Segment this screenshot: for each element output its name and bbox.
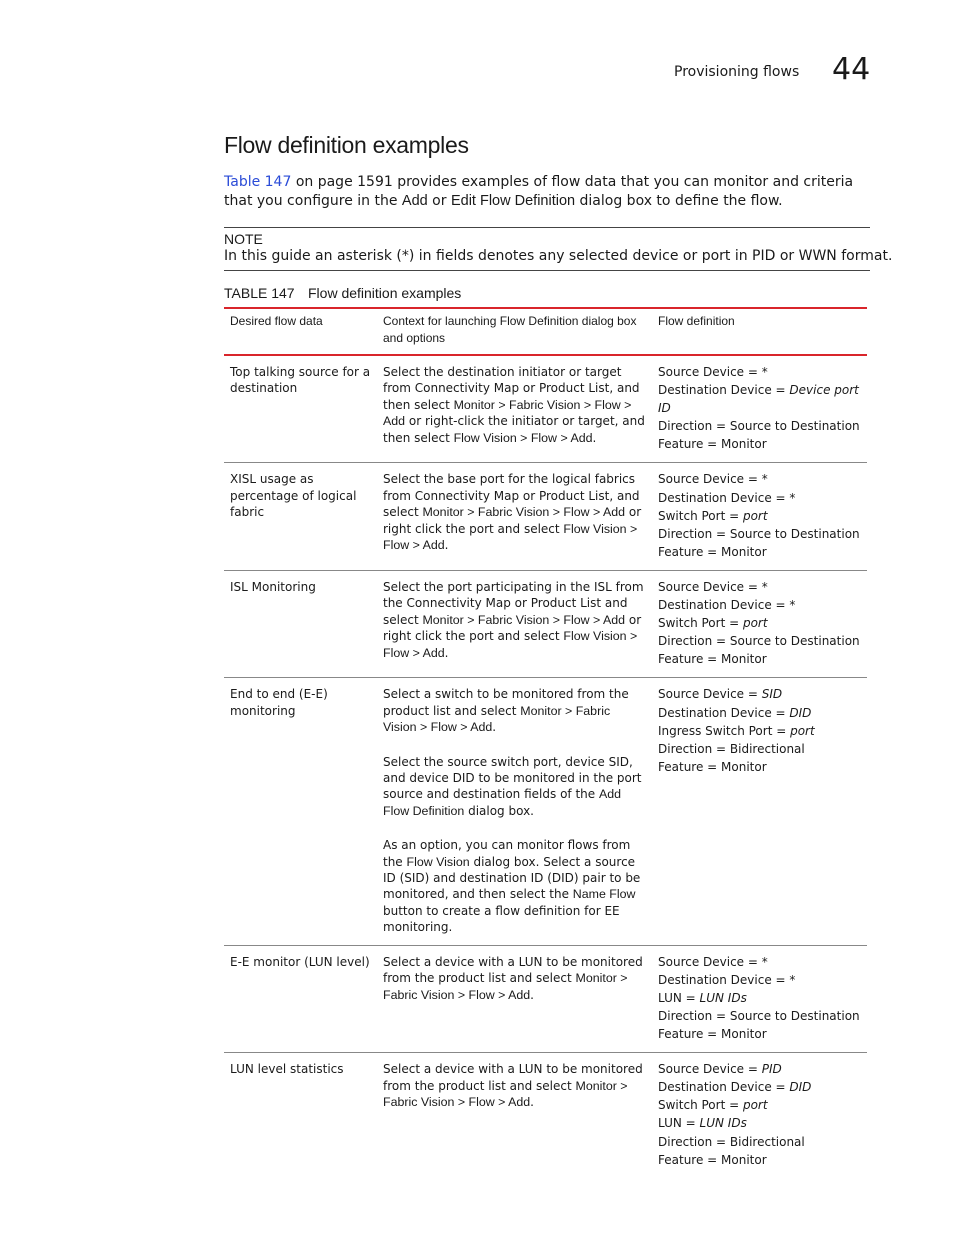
flow-line: Feature = Monitor bbox=[658, 759, 767, 774]
note-label: NOTE bbox=[224, 231, 263, 247]
table-row bbox=[224, 1053, 867, 1178]
context-text: dialog box. bbox=[464, 803, 534, 818]
context-text: Select the base port for the logical fabrics from Connectivity Map or Product List, and select bbox=[383, 472, 640, 520]
context-text: . bbox=[444, 645, 449, 660]
column-header-flow: Flow definition bbox=[652, 308, 867, 355]
flow-line: Direction = Bidirectional bbox=[658, 1134, 805, 1149]
menu-path: Monitor > Fabric Vision > Flow > Add bbox=[383, 1078, 628, 1109]
context-text: or right click the port and select bbox=[383, 505, 642, 536]
intro-text-2: or bbox=[427, 193, 451, 209]
table-row bbox=[224, 678, 867, 945]
flow-line: Feature = Monitor bbox=[658, 1027, 767, 1042]
flow-definition-table bbox=[224, 307, 867, 1178]
flow-line bbox=[658, 704, 861, 722]
flow-key: LUN = bbox=[658, 990, 700, 1005]
intro-text-3: dialog box to define the flow. bbox=[575, 193, 783, 209]
flow-line bbox=[658, 953, 861, 971]
context-text: Select the port participating in the ISL from the Connectivity Map or Product List and select bbox=[383, 579, 644, 627]
page-title: Flow definition examples bbox=[224, 132, 469, 158]
menu-path: Monitor > Fabric Vision > Flow > Add bbox=[383, 971, 628, 1002]
note-text: In this guide an asterisk (*) in fields denotes any selected device or port in PID or WWN format. bbox=[224, 248, 893, 264]
table-row bbox=[224, 570, 867, 677]
chapter-number: 44 bbox=[832, 52, 871, 87]
flow-key: Source Device = bbox=[658, 1062, 762, 1077]
flow-line: Source Device = * bbox=[658, 472, 768, 487]
flow-definition-cell bbox=[652, 945, 867, 1052]
flow-definition-cell bbox=[652, 678, 867, 945]
table-row bbox=[224, 463, 867, 570]
context-cell bbox=[377, 1053, 652, 1178]
flow-line: Direction = Source to Destination bbox=[658, 634, 860, 649]
dialog-name: Flow Vision bbox=[406, 854, 470, 869]
flow-value: DID bbox=[789, 1080, 812, 1095]
table-link[interactable]: Table 147 bbox=[224, 174, 292, 190]
flow-line: Feature = Monitor bbox=[658, 544, 767, 559]
flow-value: LUN IDs bbox=[699, 990, 747, 1005]
context-text: . bbox=[492, 720, 497, 735]
table-number: TABLE 147 bbox=[224, 285, 295, 301]
flow-definition-cell bbox=[652, 570, 867, 677]
flow-definition-cell bbox=[652, 1053, 867, 1178]
intro-text-1: on page 1591 provides examples of flow data that you can monitor and criteria that you configure in the bbox=[224, 174, 854, 209]
flow-value: PID bbox=[761, 1062, 782, 1077]
menu-path: Flow Vision > Flow > Add bbox=[453, 430, 593, 445]
column-header-data: Desired flow data bbox=[224, 308, 377, 355]
dialog-name: Add Flow Definition bbox=[383, 787, 621, 818]
menu-path: Flow Vision > Flow > Add bbox=[383, 521, 638, 553]
desired-flow-data-cell: Top talking source for a destination bbox=[224, 355, 377, 463]
context-text: button to create a flow definition for EE monitoring. bbox=[383, 903, 620, 935]
note-box bbox=[224, 227, 893, 271]
flow-definition-cell bbox=[652, 463, 867, 570]
flow-line bbox=[658, 614, 861, 632]
context-cell bbox=[377, 945, 652, 1052]
table-caption bbox=[224, 285, 461, 301]
flow-key: Switch Port = bbox=[658, 616, 743, 631]
context-paragraph bbox=[383, 837, 646, 935]
flow-line: Direction = Source to Destination bbox=[658, 1008, 860, 1023]
context-text: . bbox=[592, 430, 597, 445]
context-text: dialog box. Select a source ID (SID) and destination ID (DID) pair to be monitored, and then select the bbox=[383, 854, 641, 902]
flow-line bbox=[658, 1060, 861, 1078]
flow-line bbox=[658, 507, 861, 525]
flow-value: port bbox=[790, 723, 815, 738]
flow-line bbox=[658, 685, 861, 703]
table-header-row bbox=[224, 308, 867, 355]
flow-definition-cell bbox=[652, 355, 867, 463]
flow-key: Switch Port = bbox=[658, 508, 743, 523]
context-cell bbox=[377, 570, 652, 677]
flow-line bbox=[658, 363, 861, 381]
flow-line bbox=[658, 971, 861, 989]
flow-line bbox=[658, 989, 861, 1007]
context-cell bbox=[377, 463, 652, 570]
flow-line: Source Device = * bbox=[658, 579, 768, 594]
context-text: or right click the port and select bbox=[383, 612, 642, 644]
desired-flow-data-cell: E-E monitor (LUN level) bbox=[224, 945, 377, 1052]
menu-path: Monitor > Fabric Vision > Flow > Add bbox=[383, 397, 632, 429]
flow-key: Source Device = bbox=[658, 365, 762, 379]
button-name: Name Flow bbox=[572, 887, 636, 902]
intro-add-term: Add bbox=[401, 193, 428, 209]
intro-edit-term: Edit Flow Definition bbox=[450, 193, 576, 209]
flow-line: Destination Device = * bbox=[658, 490, 796, 505]
flow-value: port bbox=[742, 1098, 768, 1113]
context-paragraph bbox=[383, 754, 646, 820]
context-text: Select the source switch port, device SID, and device DID to be monitored in the port source and destination fields of the bbox=[383, 754, 642, 802]
flow-key: Ingress Switch Port = bbox=[658, 723, 791, 738]
menu-path: Monitor > Fabric Vision > Flow > Add bbox=[422, 505, 626, 520]
context-text: Select the destination initiator or target from Connectivity Map or Product List, and then select bbox=[383, 365, 640, 412]
menu-path: Flow Vision > Flow > Add bbox=[383, 629, 638, 660]
flow-key: Destination Device = bbox=[658, 383, 790, 398]
desired-flow-data-cell: ISL Monitoring bbox=[224, 570, 377, 677]
table-row bbox=[224, 355, 867, 463]
intro-paragraph bbox=[224, 173, 874, 211]
flow-value: DID bbox=[789, 705, 812, 720]
desired-flow-data-cell: XISL usage as percentage of logical fabric bbox=[224, 463, 377, 570]
context-paragraph bbox=[383, 686, 646, 735]
menu-path: Monitor > Fabric Vision > Flow > Add bbox=[422, 612, 626, 627]
flow-key: Source Device = bbox=[658, 954, 762, 969]
flow-line bbox=[658, 1096, 861, 1114]
flow-value: * bbox=[761, 365, 768, 379]
flow-line: Feature = Monitor bbox=[658, 1152, 767, 1167]
flow-line: Feature = Monitor bbox=[658, 437, 767, 452]
desired-flow-data-cell: LUN level statistics bbox=[230, 1062, 344, 1077]
flow-line: Direction = Source to Destination bbox=[658, 526, 860, 541]
flow-value: SID bbox=[761, 687, 783, 702]
flow-key: LUN = bbox=[658, 1116, 700, 1131]
flow-value: port bbox=[742, 508, 768, 523]
context-text: Select a device with a LUN to be monitored from the product list and select bbox=[383, 954, 643, 986]
flow-line bbox=[658, 1078, 861, 1096]
context-text: . bbox=[530, 1094, 534, 1109]
flow-value: LUN IDs bbox=[699, 1116, 747, 1131]
flow-line: Feature = Monitor bbox=[658, 652, 767, 667]
table-caption-title: Flow definition examples bbox=[308, 285, 462, 301]
flow-line: Direction = Source to Destination bbox=[658, 419, 860, 434]
running-header-section: Provisioning flows bbox=[674, 64, 800, 80]
flow-value: * bbox=[789, 972, 796, 987]
table-row bbox=[224, 945, 867, 1052]
flow-value: port bbox=[742, 616, 768, 631]
context-text: Select a device with a LUN to be monitored from the product list and select bbox=[383, 1062, 643, 1093]
context-cell bbox=[377, 678, 652, 945]
flow-line: Destination Device = * bbox=[658, 598, 796, 613]
menu-path: Monitor > Fabric Vision > Flow > Add bbox=[383, 703, 611, 735]
context-text: Select a switch to be monitored from the product list and select bbox=[383, 687, 629, 718]
flow-key: Destination Device = bbox=[658, 1080, 790, 1095]
desired-flow-data-cell: End to end (E-E) monitoring bbox=[224, 678, 377, 945]
column-header-context: Context for launching Flow Definition dialog box and options bbox=[377, 308, 652, 355]
flow-key: Source Device = bbox=[658, 687, 762, 702]
flow-key: Switch Port = bbox=[658, 1098, 743, 1113]
flow-key: Destination Device = bbox=[658, 705, 790, 720]
context-text: . bbox=[444, 538, 449, 553]
context-text: As an option, you can monitor flows from the bbox=[383, 838, 631, 869]
context-text: or right-click the initiator or target, and then select bbox=[383, 414, 645, 445]
flow-line bbox=[658, 722, 861, 740]
flow-key: Destination Device = bbox=[658, 972, 790, 987]
flow-line bbox=[658, 1114, 861, 1132]
flow-value: Device port ID bbox=[658, 383, 859, 416]
flow-line bbox=[658, 381, 861, 417]
context-text: . bbox=[530, 987, 534, 1002]
flow-line: Direction = Bidirectional bbox=[658, 741, 805, 756]
context-cell bbox=[377, 355, 652, 463]
flow-value: * bbox=[761, 954, 768, 969]
